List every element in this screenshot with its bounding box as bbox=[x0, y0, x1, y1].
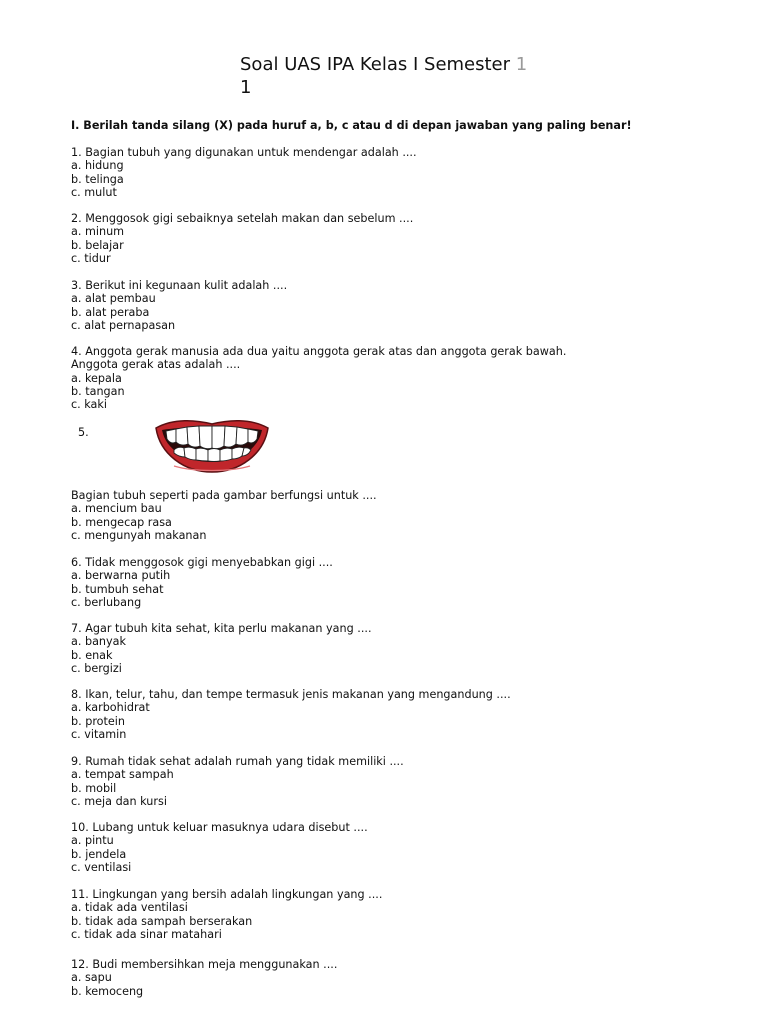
option-3a: a. alat pembau bbox=[71, 292, 156, 306]
question-4-text: 4. Anggota gerak manusia ada dua yaitu anggota gerak atas dan anggota gerak bawah. bbox=[71, 345, 567, 358]
question-3 bbox=[71, 279, 287, 332]
option-9c: c. meja dan kursi bbox=[71, 794, 167, 808]
question-3-text: 3. Berikut ini kegunaan kulit adalah .... bbox=[71, 279, 288, 292]
question-12 bbox=[71, 958, 337, 998]
option-5a: a. mencium bau bbox=[71, 502, 162, 516]
option-1c: c. mulut bbox=[71, 185, 117, 199]
option-11b: b. tidak ada sampah berserakan bbox=[71, 914, 253, 928]
mouth-teeth-image bbox=[154, 414, 270, 474]
option-11a: a. tidak ada ventilasi bbox=[71, 901, 188, 915]
option-10a: a. pintu bbox=[71, 834, 114, 848]
question-11 bbox=[71, 888, 382, 941]
question-6-text: 6. Tidak menggosok gigi menyebabkan gigi .... bbox=[71, 556, 333, 569]
question-11-text: 11. Lingkungan yang bersih adalah lingkungan yang .... bbox=[71, 888, 383, 901]
option-8b: b. protein bbox=[71, 714, 125, 728]
question-8-text: 8. Ikan, telur, tahu, dan tempe termasuk jenis makanan yang mengandung .... bbox=[71, 688, 511, 701]
option-1a: a. hidung bbox=[71, 159, 124, 173]
option-4b: b. tangan bbox=[71, 384, 125, 398]
option-6a: a. berwarna putih bbox=[71, 569, 171, 583]
option-7a: a. banyak bbox=[71, 635, 126, 649]
question-5-number: 5. bbox=[78, 426, 89, 439]
question-4-text-2: Anggota gerak atas adalah .... bbox=[71, 358, 241, 372]
option-10b: b. jendela bbox=[71, 847, 127, 861]
question-1 bbox=[71, 146, 417, 199]
question-1-text: 1. Bagian tubuh yang digunakan untuk mendengar adalah .... bbox=[71, 146, 417, 159]
option-3c: c. alat pernapasan bbox=[71, 318, 176, 332]
option-6c: c. berlubang bbox=[71, 595, 142, 609]
option-10c: c. ventilasi bbox=[71, 860, 132, 874]
option-6b: b. tumbuh sehat bbox=[71, 582, 164, 596]
question-9 bbox=[71, 755, 404, 808]
question-2 bbox=[71, 212, 413, 265]
option-11c: c. tidak ada sinar matahari bbox=[71, 927, 222, 941]
option-12b: b. kemoceng bbox=[71, 984, 144, 998]
question-12-text: 12. Budi membersihkan meja menggunakan .... bbox=[71, 958, 338, 971]
option-8a: a. karbohidrat bbox=[71, 701, 150, 715]
option-5b: b. mengecap rasa bbox=[71, 515, 172, 529]
question-7 bbox=[71, 622, 372, 675]
question-10 bbox=[71, 821, 368, 874]
option-7c: c. bergizi bbox=[71, 661, 122, 675]
option-7b: b. enak bbox=[71, 648, 113, 662]
question-5 bbox=[71, 489, 377, 542]
option-12a: a. sapu bbox=[71, 971, 112, 985]
page-title bbox=[240, 53, 600, 99]
question-5-text: Bagian tubuh seperti pada gambar berfungsi untuk .... bbox=[71, 489, 377, 502]
option-3b: b. alat peraba bbox=[71, 305, 150, 319]
question-7-text: 7. Agar tubuh kita sehat, kita perlu makanan yang .... bbox=[71, 622, 372, 635]
question-8 bbox=[71, 688, 511, 741]
question-6 bbox=[71, 556, 333, 609]
option-2b: b. belajar bbox=[71, 238, 124, 252]
title-page-number: 1 bbox=[515, 54, 528, 75]
question-4 bbox=[71, 345, 566, 411]
question-9-text: 9. Rumah tidak sehat adalah rumah yang tidak memiliki .... bbox=[71, 755, 404, 768]
option-2a: a. minum bbox=[71, 225, 125, 239]
option-9b: b. mobil bbox=[71, 781, 117, 795]
option-8c: c. vitamin bbox=[71, 727, 127, 741]
instruction: I. Berilah tanda silang (X) pada huruf a, b, c atau d di depan jawaban yang paling benar! bbox=[71, 119, 632, 132]
option-1b: b. telinga bbox=[71, 172, 124, 186]
title-main: Soal UAS IPA Kelas I Semester bbox=[240, 54, 511, 75]
title-wrap: 1 bbox=[240, 77, 252, 98]
option-4a: a. kepala bbox=[71, 371, 122, 385]
option-2c: c. tidur bbox=[71, 251, 111, 265]
option-4c: c. kaki bbox=[71, 398, 107, 412]
option-5c: c. mengunyah makanan bbox=[71, 528, 207, 542]
option-9a: a. tempat sampah bbox=[71, 768, 174, 782]
question-2-text: 2. Menggosok gigi sebaiknya setelah makan dan sebelum .... bbox=[71, 212, 414, 225]
question-10-text: 10. Lubang untuk keluar masuknya udara disebut .... bbox=[71, 821, 368, 834]
